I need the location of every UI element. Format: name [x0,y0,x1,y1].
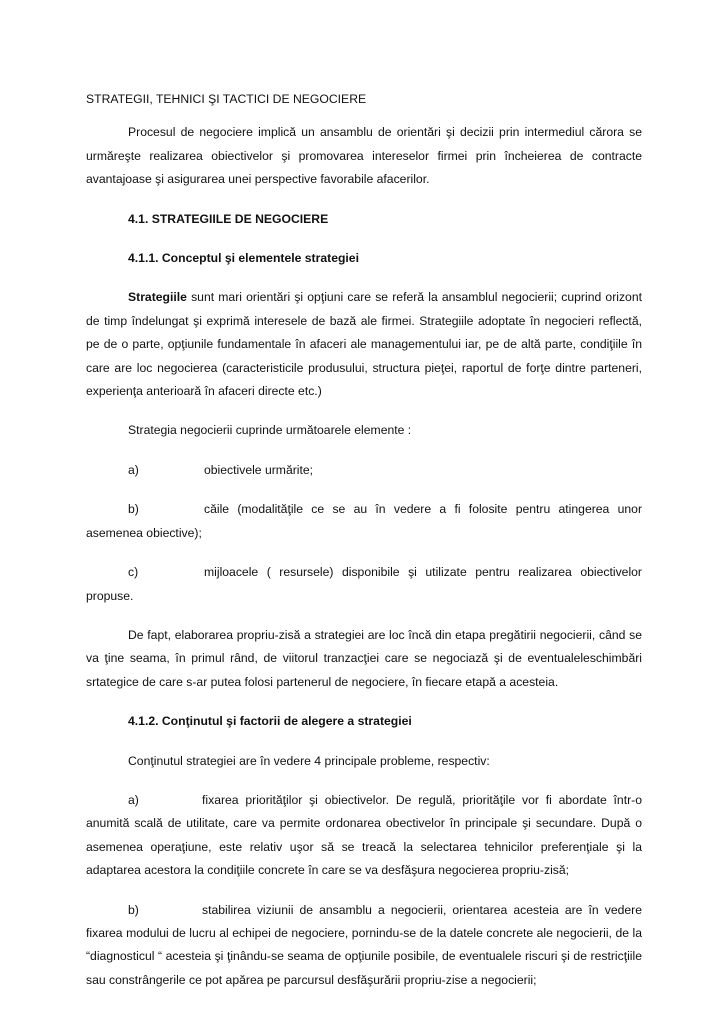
document-title: STRATEGII, TEHNICI ŞI TACTICI DE NEGOCIERE [86,92,367,106]
list-item-text: obiectivele urmărite; [204,462,314,477]
elaboration-paragraph: De fapt, elaborarea propriu-zisă a strategiei are loc încă din etapa pregătirii negocierii, când se va ţine seama, în primul rând, de viitorul tranzacţiei care se negociază şi de eventualeleschimbări srtategice de care s-ar putea folosi partenerul de negociere, în fiecare etapă a acesteia. [86,627,642,689]
definition-paragraph [86,286,642,403]
definition-term: Strategiile [128,290,187,305]
section-heading-4-1-2: 4.1.2. Conţinutul şi factorii de alegere a strategiei [128,714,412,729]
document-body [86,88,642,1008]
list-marker: b) [128,502,139,517]
list-marker: b) [128,902,139,917]
list-item [86,498,642,545]
list-item [86,459,642,482]
content-intro: Conţinutul strategiei are în vedere 4 principale probleme, respectiv: [128,753,490,768]
list-item-text: căile (modalităţile ce se au în vedere a fi folosite pentru atingerea unor asemenea obiective); [86,502,642,540]
section-heading-4-1-1: 4.1.1. Conceptul şi elementele strategiei [128,251,359,266]
list-item-text: fixarea priorităţilor şi obiectivelor. De regulă, priorităţile vor fi abordate într-o anumită scală de utilitate, care va permite ordonarea obectivelor în principale şi secundare. După o asemenea operaţiune, este relativ uşor să se treacă la selectarea tehnicilor preferenţiale şi la adaptarea acestora la condiţiile concrete în care se va desfăşura negocierea propriu-zisă; [86,792,642,878]
list-marker: a) [128,462,139,477]
list-marker: a) [128,792,139,807]
list-item [86,899,642,993]
list-marker: c) [128,565,139,580]
list-item [86,561,642,608]
section-heading-4-1: 4.1. STRATEGIILE DE NEGOCIERE [128,211,329,226]
list-item [86,789,642,883]
definition-text: sunt mari orientări şi opţiuni care se referă la ansamblul negocierii; cuprind orizont de timp îndelungat şi exprimă interesele de bază ale firmei. Strategiile adoptate în negocieri reflectă, pe de o parte, opţiunile fundamentale în afaceri ale managementului iar, pe de altă parte, condiţiile în care are loc negocierea (caracteristicile produsului, structura pieţei, raportul de forţe dintre parteneri, experienţa anterioară în afaceri directe etc.) [86,290,642,399]
list-item-text: stabilirea viziunii de ansamblu a negocierii, orientarea acesteia are în vedere fixarea modului de lucru al echipei de negociere, pornindu-se de la datele concrete ale negocierii, de la “diagnosticul “ acesteia şi ţinându-se seama de opţiunile posibile, de eventualele riscuri şi de restricţiile sau constrângerile ce pot apărea pe parcursul desfăşurării propriu-zise a negocierii; [86,902,642,987]
elements-intro: Strategia negocierii cuprinde următoarele elemente : [128,423,412,438]
intro-paragraph: Procesul de negociere implică un ansamblu de orientări şi decizii prin intermediul cărora se urmăreşte realizarea obiectivelor şi promovarea intereselor firmei prin încheierea de contracte avantajoase şi asigurarea unei perspective favorabile afacerilor. [86,125,642,187]
list-item-text: mijloacele ( resursele) disponibile şi utilizate pentru realizarea obiectivelor propuse. [86,565,642,603]
